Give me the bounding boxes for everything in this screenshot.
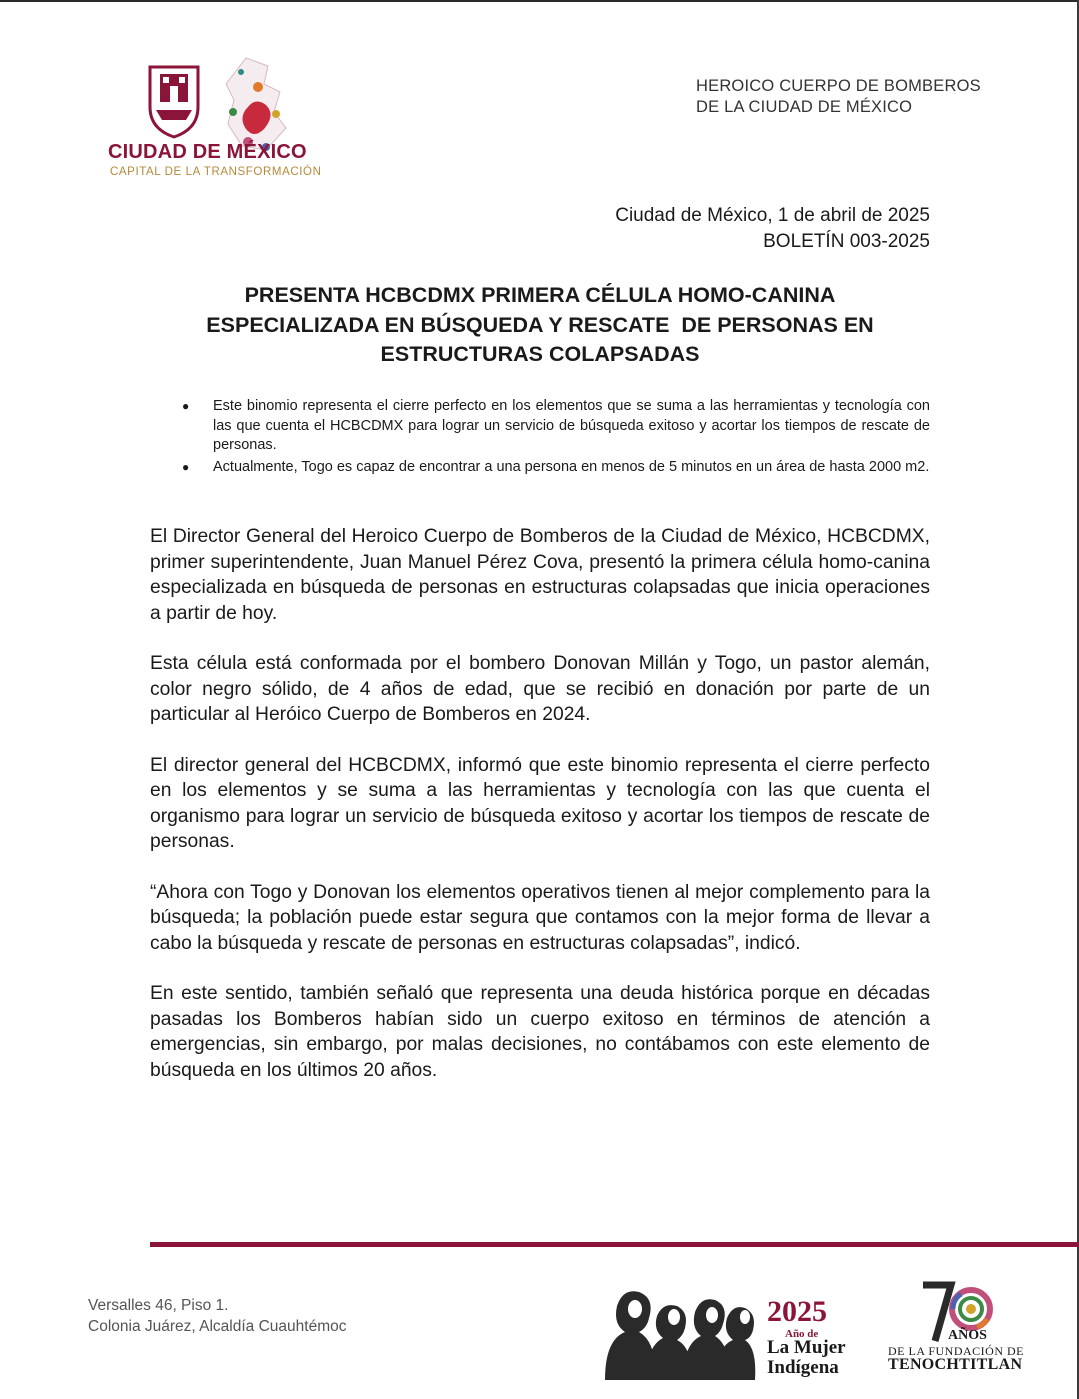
organization-name: [696, 76, 981, 118]
anniversary-line-2: TENOCHTITLAN: [888, 1356, 1023, 1373]
address-line-2: Colonia Juárez, Alcaldía Cuauhtémoc: [88, 1318, 347, 1335]
year-logo-line-1: La Mujer: [767, 1337, 846, 1358]
bullet-dot-icon: ●: [182, 459, 190, 474]
body-paragraph: Esta célula está conformada por el bombero Donovan Millán y Togo, un pastor alemán, color negro sólido, de 4 años de edad, que se recibió en donación por parte de un particular al Heróico Cuerpo de Bomberos en 2024.: [150, 653, 930, 725]
year-logo-line-2: Indígena: [767, 1357, 839, 1378]
year-logo-number: 2025: [767, 1295, 827, 1328]
address-line-1: Versalles 46, Piso 1.: [88, 1297, 229, 1314]
body-paragraph: En este sentido, también señaló que representa una deuda histórica porque en décadas pasadas los Bomberos habían sido un cuerpo exitoso en términos de atención a emergencias, sin embargo, por malas decisiones, no contábamos con este elemento de búsqueda en los últimos 20 años.: [150, 983, 930, 1081]
bullet-dot-icon: ●: [182, 399, 190, 413]
headline-line-1: PRESENTA HCBCDMX PRIMERA CÉLULA HOMO-CANINA: [244, 283, 836, 307]
year-logo-subtitle: Año de: [785, 1328, 819, 1340]
body-paragraph: El director general del HCBCDMX, informó que este binomio representa el cierre perfecto en los elementos y se suma a las herramientas y tecnología con las que cuenta el organismo para lograr un servicio de búsqueda exitoso y acortar los tiempos de rescate de personas.: [150, 754, 930, 852]
headline-line-3: ESTRUCTURAS COLAPSADAS: [380, 342, 700, 366]
body-paragraph: El Director General del Heroico Cuerpo de Bomberos de la Ciudad de México, HCBCDMX, primer superintendente, Juan Manuel Pérez Cova, presentó la primera célula homo-canina especializada en búsqueda de personas en estructuras colapsadas que inicia operaciones a partir de hoy.: [150, 526, 930, 624]
headline: [150, 281, 930, 370]
anniversary-years-label: AÑOS: [948, 1328, 987, 1343]
release-date: Ciudad de México, 1 de abril de 2025: [615, 205, 930, 226]
body-paragraph: “Ahora con Togo y Donovan los elementos operativos tienen al mejor complemento para la búsqueda; la población puede estar segura que contamos con la mejor forma de llevar a cabo la búsqueda y rescate de personas en estructuras colapsadas”, indicó.: [150, 881, 930, 954]
indigenous-women-illustration-icon: [595, 1275, 760, 1380]
headline-line-2: ESPECIALIZADA EN BÚSQUEDA Y RESCATE DE PERSONAS EN: [206, 312, 874, 337]
footer-divider: [150, 1242, 1079, 1247]
bulletin-number: BOLETÍN 003-2025: [763, 231, 930, 252]
top-border: [0, 0, 1079, 2]
logo-city-name: CIUDAD DE MÉXICO: [108, 141, 307, 163]
organization-line-2: DE LA CIUDAD DE MÉXICO: [696, 98, 913, 116]
footer-address: [88, 1295, 346, 1337]
logo-tagline: CAPITAL DE LA TRANSFORMACIÓN: [110, 166, 322, 178]
anniversary-line-1: DE LA FUNDACIÓN DE: [888, 1344, 1024, 1358]
summary-bullet: ● Este binomio representa el cierre perfecto en los elementos que se suma a las herramientas y tecnología con las que cuenta el HCBCDMX para lograr un servicio de búsqueda exitoso y acortar los tiempos de rescate de personas.: [182, 398, 930, 453]
organization-line-1: HEROICO CUERPO DE BOMBEROS: [696, 77, 981, 95]
article-body: [150, 524, 930, 1108]
dateline: [615, 203, 930, 255]
summary-bullets: [178, 397, 930, 479]
summary-bullet: ● Actualmente, Togo es capaz de encontrar a una persona en menos de 5 minutos en un área de hasta 2000 m2.: [178, 458, 930, 478]
